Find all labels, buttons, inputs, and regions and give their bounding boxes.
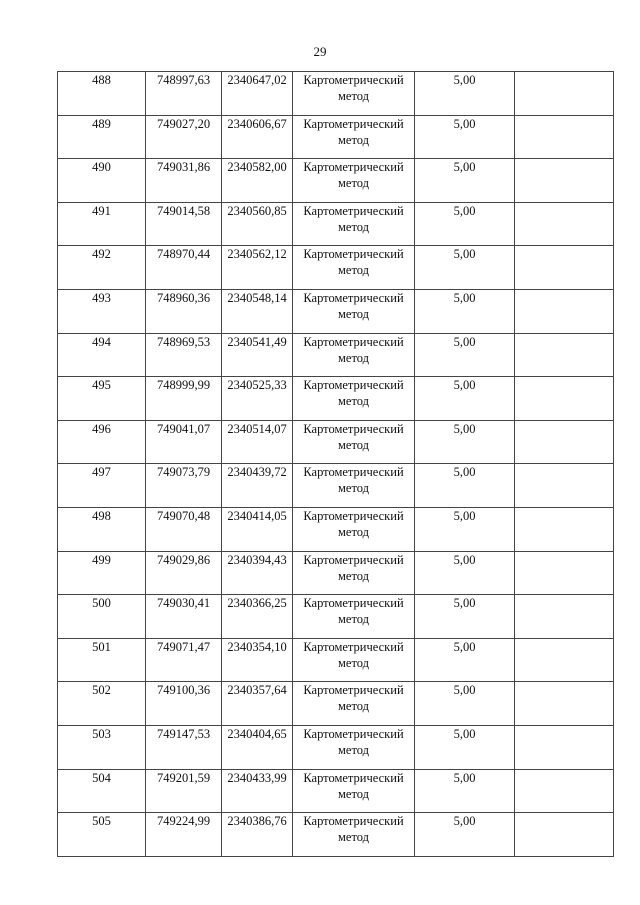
table-row [58, 333, 614, 377]
method-cell: Картометрический метод [293, 464, 415, 508]
x-coordinate-cell: 749224,99 [146, 813, 222, 857]
x-coordinate-cell: 749070,48 [146, 507, 222, 551]
accuracy-cell: 5,00 [415, 682, 515, 726]
note-cell [515, 202, 614, 246]
x-coordinate-cell: 749029,86 [146, 551, 222, 595]
x-coordinate-cell: 748999,99 [146, 377, 222, 421]
y-coordinate-cell: 2340366,25 [222, 595, 293, 639]
accuracy-cell: 5,00 [415, 420, 515, 464]
y-coordinate-cell: 2340357,64 [222, 682, 293, 726]
point-number-cell: 488 [58, 72, 146, 116]
y-coordinate-cell: 2340560,85 [222, 202, 293, 246]
method-cell: Картометрический метод [293, 595, 415, 639]
note-cell [515, 769, 614, 813]
method-cell: Картометрический метод [293, 813, 415, 857]
y-coordinate-cell: 2340439,72 [222, 464, 293, 508]
note-cell [515, 289, 614, 333]
y-coordinate-cell: 2340647,02 [222, 72, 293, 116]
note-cell [515, 595, 614, 639]
x-coordinate-cell: 749100,36 [146, 682, 222, 726]
note-cell [515, 507, 614, 551]
x-coordinate-cell: 749071,47 [146, 638, 222, 682]
y-coordinate-cell: 2340386,76 [222, 813, 293, 857]
note-cell [515, 246, 614, 290]
method-cell: Картометрический метод [293, 551, 415, 595]
table-row [58, 464, 614, 508]
accuracy-cell: 5,00 [415, 333, 515, 377]
note-cell [515, 333, 614, 377]
method-cell: Картометрический метод [293, 420, 415, 464]
y-coordinate-cell: 2340404,65 [222, 725, 293, 769]
point-number-cell: 503 [58, 725, 146, 769]
method-cell: Картометрический метод [293, 289, 415, 333]
method-cell: Картометрический метод [293, 246, 415, 290]
x-coordinate-cell: 749031,86 [146, 159, 222, 203]
table-row [58, 725, 614, 769]
method-cell: Картометрический метод [293, 507, 415, 551]
table-row [58, 507, 614, 551]
x-coordinate-cell: 749030,41 [146, 595, 222, 639]
x-coordinate-cell: 749041,07 [146, 420, 222, 464]
accuracy-cell: 5,00 [415, 115, 515, 159]
point-number-cell: 501 [58, 638, 146, 682]
y-coordinate-cell: 2340548,14 [222, 289, 293, 333]
accuracy-cell: 5,00 [415, 551, 515, 595]
point-number-cell: 504 [58, 769, 146, 813]
y-coordinate-cell: 2340514,07 [222, 420, 293, 464]
x-coordinate-cell: 748997,63 [146, 72, 222, 116]
point-number-cell: 499 [58, 551, 146, 595]
y-coordinate-cell: 2340433,99 [222, 769, 293, 813]
point-number-cell: 489 [58, 115, 146, 159]
accuracy-cell: 5,00 [415, 725, 515, 769]
table-row [58, 72, 614, 116]
y-coordinate-cell: 2340414,05 [222, 507, 293, 551]
accuracy-cell: 5,00 [415, 159, 515, 203]
x-coordinate-cell: 748960,36 [146, 289, 222, 333]
accuracy-cell: 5,00 [415, 769, 515, 813]
accuracy-cell: 5,00 [415, 813, 515, 857]
point-number-cell: 490 [58, 159, 146, 203]
note-cell [515, 115, 614, 159]
method-cell: Картометрический метод [293, 115, 415, 159]
point-number-cell: 494 [58, 333, 146, 377]
table-row [58, 551, 614, 595]
y-coordinate-cell: 2340582,00 [222, 159, 293, 203]
point-number-cell: 497 [58, 464, 146, 508]
y-coordinate-cell: 2340606,67 [222, 115, 293, 159]
table-row [58, 246, 614, 290]
point-number-cell: 492 [58, 246, 146, 290]
method-cell: Картометрический метод [293, 769, 415, 813]
coordinates-table-body [58, 72, 614, 857]
method-cell: Картометрический метод [293, 159, 415, 203]
accuracy-cell: 5,00 [415, 246, 515, 290]
note-cell [515, 72, 614, 116]
table-row [58, 638, 614, 682]
y-coordinate-cell: 2340541,49 [222, 333, 293, 377]
coordinates-table [57, 71, 614, 857]
method-cell: Картометрический метод [293, 682, 415, 726]
note-cell [515, 464, 614, 508]
point-number-cell: 493 [58, 289, 146, 333]
method-cell: Картометрический метод [293, 638, 415, 682]
table-row [58, 595, 614, 639]
method-cell: Картометрический метод [293, 333, 415, 377]
point-number-cell: 500 [58, 595, 146, 639]
y-coordinate-cell: 2340394,43 [222, 551, 293, 595]
accuracy-cell: 5,00 [415, 202, 515, 246]
point-number-cell: 491 [58, 202, 146, 246]
x-coordinate-cell: 749073,79 [146, 464, 222, 508]
note-cell [515, 682, 614, 726]
x-coordinate-cell: 749201,59 [146, 769, 222, 813]
method-cell: Картометрический метод [293, 202, 415, 246]
table-row [58, 289, 614, 333]
table-row [58, 377, 614, 421]
x-coordinate-cell: 749147,53 [146, 725, 222, 769]
accuracy-cell: 5,00 [415, 377, 515, 421]
x-coordinate-cell: 749014,58 [146, 202, 222, 246]
note-cell [515, 377, 614, 421]
table-row [58, 682, 614, 726]
note-cell [515, 725, 614, 769]
point-number-cell: 505 [58, 813, 146, 857]
point-number-cell: 496 [58, 420, 146, 464]
table-row [58, 420, 614, 464]
accuracy-cell: 5,00 [415, 72, 515, 116]
page-number: 29 [313, 44, 327, 59]
note-cell [515, 159, 614, 203]
point-number-cell: 502 [58, 682, 146, 726]
y-coordinate-cell: 2340354,10 [222, 638, 293, 682]
x-coordinate-cell: 749027,20 [146, 115, 222, 159]
table-row [58, 769, 614, 813]
accuracy-cell: 5,00 [415, 595, 515, 639]
x-coordinate-cell: 748969,53 [146, 333, 222, 377]
accuracy-cell: 5,00 [415, 507, 515, 551]
table-row [58, 202, 614, 246]
table-row [58, 115, 614, 159]
accuracy-cell: 5,00 [415, 464, 515, 508]
method-cell: Картометрический метод [293, 72, 415, 116]
note-cell [515, 420, 614, 464]
note-cell [515, 551, 614, 595]
accuracy-cell: 5,00 [415, 638, 515, 682]
x-coordinate-cell: 748970,44 [146, 246, 222, 290]
note-cell [515, 813, 614, 857]
table-row [58, 159, 614, 203]
y-coordinate-cell: 2340562,12 [222, 246, 293, 290]
note-cell [515, 638, 614, 682]
point-number-cell: 495 [58, 377, 146, 421]
point-number-cell: 498 [58, 507, 146, 551]
method-cell: Картометрический метод [293, 377, 415, 421]
accuracy-cell: 5,00 [415, 289, 515, 333]
method-cell: Картометрический метод [293, 725, 415, 769]
y-coordinate-cell: 2340525,33 [222, 377, 293, 421]
table-row [58, 813, 614, 857]
